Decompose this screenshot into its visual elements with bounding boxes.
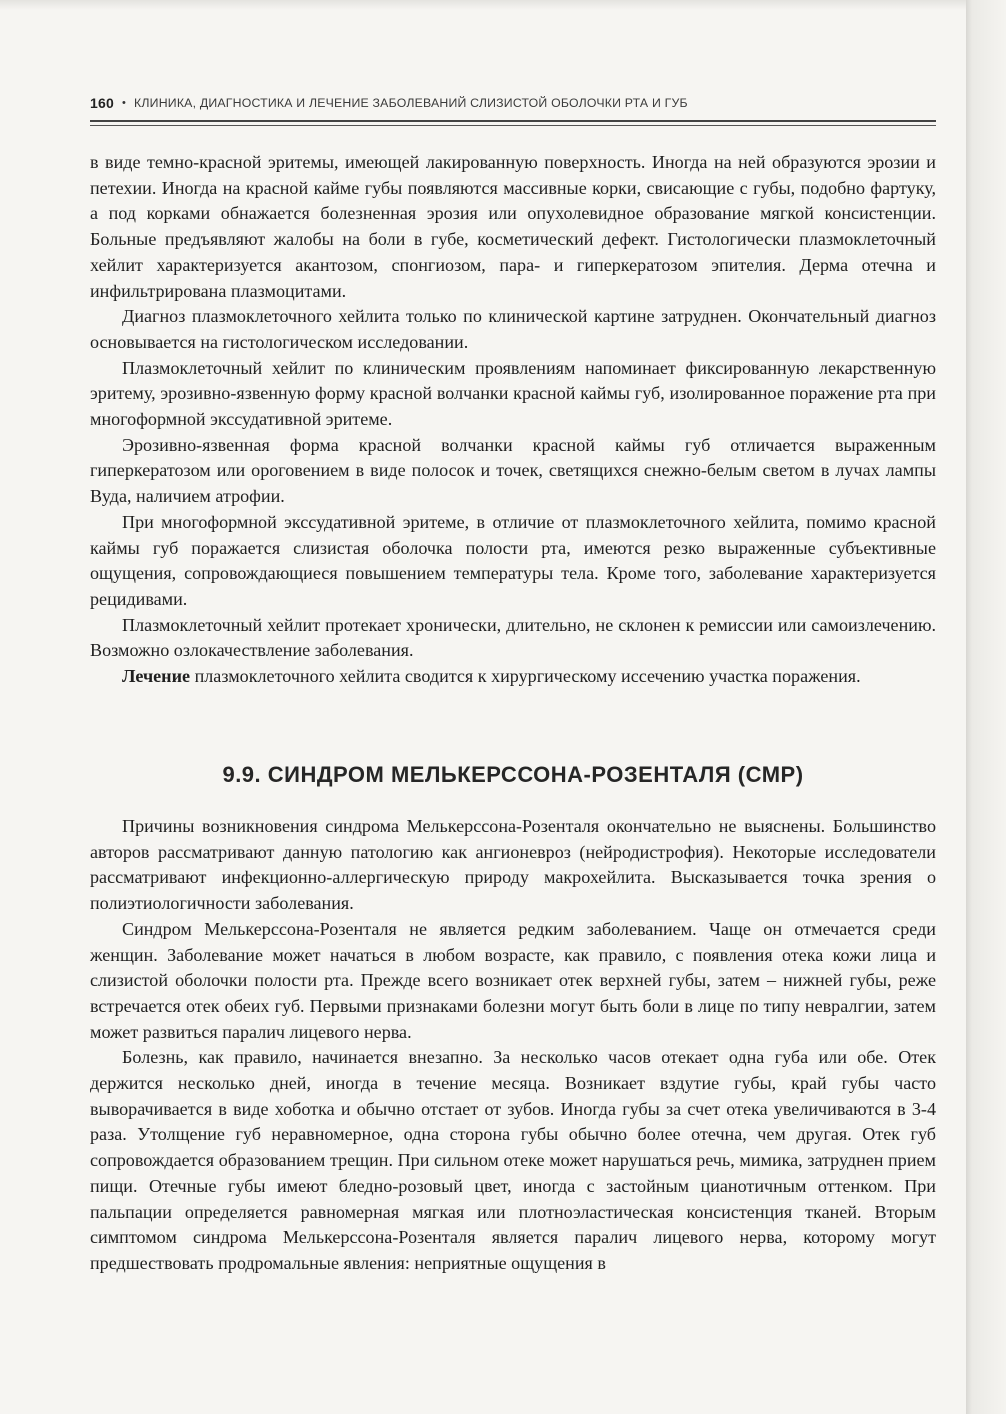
header-separator: • bbox=[121, 97, 127, 109]
running-header bbox=[90, 95, 936, 111]
body-text-section bbox=[90, 814, 936, 1277]
scan-edge bbox=[966, 0, 1006, 1414]
paragraph: Болезнь, как правило, начинается внезапно. За несколько часов отекает одна губа или обе. Отек держится несколько дней, иногда в течение месяца. Возникает вздутие губы, край губы часто выворачивается в виде хоботка и обычно отстает от зубов. Иногда губы за счет отека увеличиваются в 3-4 раза. Утолщение губ неравномерное, одна сторона губы обычно более отечна, чем другая. Отек губ сопровождается образованием трещин. При сильном отеке может нарушаться речь, мимика, затруднен прием пищи. Отечные губы имеют бледно-розовый цвет, иногда с застойным цианотичным оттенком. При пальпации определяется равномерная мягкая или плотноэластическая консистенция тканей. Вторым симптомом синдрома Мелькерссона-Розенталя является паралич лицевого нерва, которому могут предшествовать продромальные явления: неприятные ощущения в bbox=[90, 1047, 936, 1273]
header-rule-thin bbox=[90, 125, 936, 126]
scan-shadow-top bbox=[0, 0, 966, 10]
section-heading: 9.9. СИНДРОМ МЕЛЬКЕРССОНА-РОЗЕНТАЛЯ (СМР) bbox=[222, 762, 804, 787]
paragraph: Диагноз плазмоклеточного хейлита только по клинической картине затруднен. Окончательный диагноз основывается на гистологическом исследовании. bbox=[90, 306, 936, 352]
paragraph: Синдром Мелькерссона-Розенталя не является редким заболеванием. Чаще он отмечается среди женщин. Заболевание может начаться в любом возрасте, как правило, с появления отека кожи лица и слизистой оболочки полости рта. Прежде всего возникает отек верхней губы, затем – нижней губы, реже встречается отек обеих губ. Первыми признаками болезни могут быть боли в лице по типу невралгии, затем может развиться паралич лицевого нерва. bbox=[90, 918, 936, 1042]
running-title: КЛИНИКА, ДИАГНОСТИКА И ЛЕЧЕНИЕ ЗАБОЛЕВАНИЙ СЛИЗИСТОЙ ОБОЛОЧКИ РТА И ГУБ bbox=[134, 96, 688, 110]
paragraph: в виде темно-красной эритемы, имеющей лакированную поверхность. Иногда на ней образуются эрозии и петехии. Иногда на красной кайме губы появляются массивные корки, свисающие с губы, подобно фартуку, а под корками обнажается болезненная эрозия или опухолевидное образование мягкой консистенции. Больные предъявляют жалобы на боли в губе, косметический дефект. Гистологически плазмоклеточный хейлит характеризуется акантозом, спонгиозом, пара- и гиперкератозом эпителия. Дерма отечна и инфильтрирована плазмоцитами. bbox=[90, 152, 936, 301]
body-text-top bbox=[90, 150, 936, 690]
treatment-text: плазмоклеточного хейлита сводится к хирургическому иссечению участка поражения. bbox=[190, 666, 861, 687]
paragraph: Эрозивно-язвенная форма красной волчанки красной каймы губ отличается выраженным гиперкератозом или ороговением в виде полосок и точек, светящихся снежно-белым светом в лучах лампы Вуда, наличием атрофии. bbox=[90, 434, 936, 507]
paragraph: Причины возникновения синдрома Мелькерссона-Розенталя окончательно не выяснены. Большинство авторов рассматривают данную патологию как ангионевроз (нейродистрофия). Некоторые исследователи рассматривают инфекционно-аллергическую природу макрохейлита. Высказывается точка зрения о полиэтиологичности заболевания. bbox=[90, 816, 936, 914]
page-number: 160 bbox=[90, 95, 114, 111]
paragraph: При многоформной экссудативной эритеме, в отличие от плазмоклеточного хейлита, помимо красной каймы губ поражается слизистая оболочка полости рта, имеются резко выраженные субъективные ощущения, сопровождающиеся повышением температуры тела. Кроме того, заболевание характеризуется рецидивами. bbox=[90, 511, 936, 609]
treatment-paragraph bbox=[90, 664, 936, 690]
header-rule-thick bbox=[90, 120, 936, 122]
treatment-term: Лечение bbox=[122, 666, 191, 687]
paragraph: Плазмоклеточный хейлит по клиническим проявлениям напоминает фиксированную лекарственную эритему, эрозивно-язвенную форму красной волчанки красной каймы губ, изолированное поражение рта при многоформной экссудативной эритеме. bbox=[90, 357, 936, 430]
paragraph: Плазмоклеточный хейлит протекает хронически, длительно, не склонен к ремиссии или самоизлечению. Возможно озлокачествление заболевания. bbox=[90, 614, 936, 661]
